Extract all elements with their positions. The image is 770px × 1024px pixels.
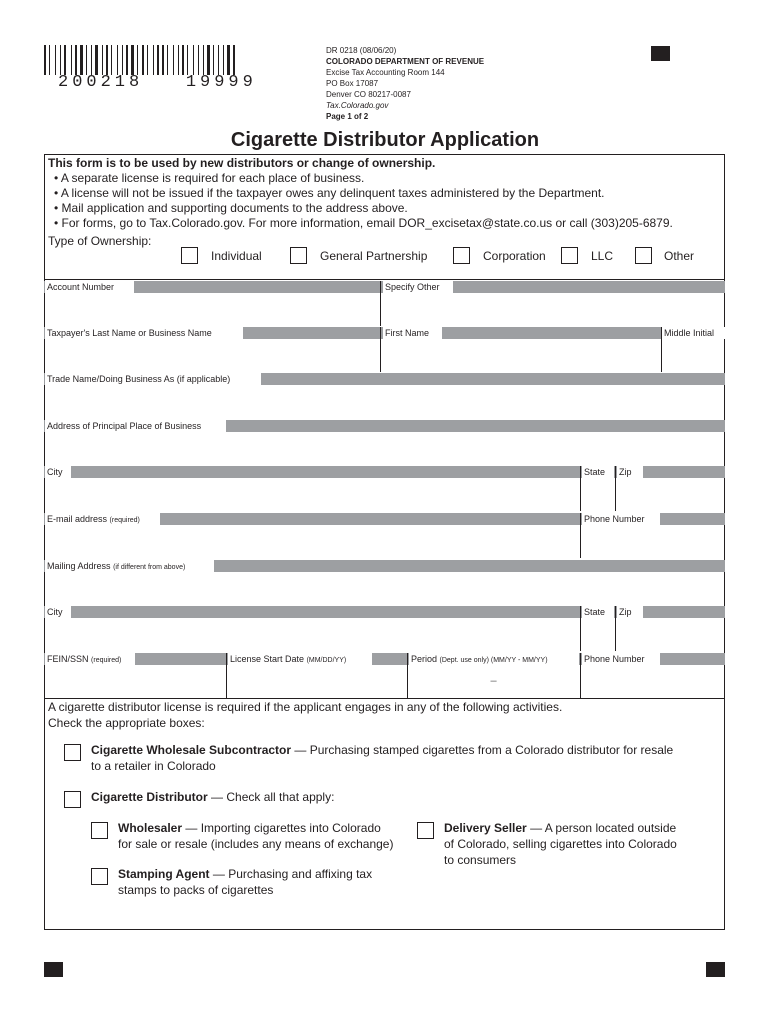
barcode-bar [185, 45, 186, 75]
registration-mark [706, 962, 725, 977]
barcode-bar [198, 45, 199, 75]
barcode-bar [86, 45, 87, 75]
intro-heading: This form is to be used by new distributors or change of ownership. [48, 156, 436, 170]
form-id: DR 0218 (08/06/20) [326, 46, 397, 55]
mailing-state-input[interactable] [581, 619, 614, 650]
checkbox-wholesaler[interactable] [91, 822, 108, 839]
page-title: Cigarette Distributor Application [230, 129, 540, 151]
barcode-bar [200, 45, 202, 75]
intro-section [48, 156, 673, 231]
barcode-bar [67, 45, 70, 75]
mailing-city-input[interactable] [45, 619, 579, 650]
barcode-bar [165, 45, 166, 75]
barcode-bar [167, 45, 168, 75]
barcode-bar [203, 45, 204, 75]
middle-initial-label: Middle Initial [662, 327, 725, 339]
barcode-bar [126, 45, 128, 75]
trade-name-input[interactable] [45, 386, 724, 418]
checkbox-wholesale-subcontractor[interactable] [64, 744, 81, 761]
state-input[interactable] [581, 479, 614, 510]
specify-other-label: Specify Other [383, 281, 453, 293]
address-line: Denver CO 80217-0087 [326, 90, 411, 99]
checkbox-other[interactable] [635, 247, 652, 264]
barcode-bar [205, 45, 206, 75]
barcode-bar [180, 45, 181, 75]
last-name-label: Taxpayer's Last Name or Business Name [45, 327, 243, 339]
principal-address-input[interactable] [45, 433, 724, 464]
account-number-input[interactable] [45, 294, 379, 325]
mailing-zip-input[interactable] [616, 619, 724, 650]
barcode-bar [173, 45, 174, 75]
checkbox-delivery-seller[interactable] [417, 822, 434, 839]
city-input[interactable] [45, 479, 579, 510]
barcode-bar [193, 45, 194, 75]
checkbox-corporation[interactable] [453, 247, 470, 264]
period-input: – [490, 675, 497, 687]
barcode-bar [135, 45, 136, 75]
state-label: State [582, 606, 614, 618]
barcode-bar [91, 45, 92, 75]
barcode-bar [95, 45, 98, 75]
intro-bullet: • A license will not be issued if the taxpayer owes any delinquent taxes administered by the Department. [54, 186, 605, 200]
specify-other-input[interactable] [381, 294, 724, 325]
barcode-bar [187, 45, 188, 75]
barcode-bar [153, 45, 154, 75]
stamping-agent-option: Stamping Agent — Purchasing and affixing tax stamps to packs of cigarettes [118, 867, 373, 897]
barcode-bar [139, 45, 141, 75]
barcode-bar [73, 45, 74, 75]
phone-label: Phone Number [582, 513, 660, 525]
trade-name-label: Trade Name/Doing Business As (if applicable) [45, 373, 261, 385]
address-line: PO Box 17087 [326, 79, 379, 88]
barcode-bar [64, 45, 66, 75]
barcode-bar [211, 45, 212, 75]
phone-label: Phone Number [582, 653, 660, 665]
wholesaler-option: Wholesaler — Importing cigarettes into Colorado for sale or resale (includes any means of exchange) [118, 821, 394, 851]
barcode-bar [142, 45, 144, 75]
barcode-bar [129, 45, 130, 75]
principal-address-label: Address of Principal Place of Business [45, 420, 226, 432]
checkbox-cigarette-distributor[interactable] [64, 791, 81, 808]
barcode-bar [131, 45, 134, 75]
barcode-bar [137, 45, 138, 75]
barcode-bar [195, 45, 197, 75]
intro-bullet: • A separate license is required for each place of business. [54, 171, 365, 185]
ownership-option-label: Other [664, 249, 695, 263]
fein-input[interactable] [45, 666, 225, 697]
fein-label: FEIN/SSN (required) [45, 653, 135, 667]
barcode-bar [162, 45, 164, 75]
page-number: Page 1 of 2 [326, 112, 369, 121]
barcode-number: 200218 19999 [58, 73, 257, 92]
barcode-bar [117, 45, 118, 75]
barcode-bar [178, 45, 179, 75]
activities-intro-text: A cigarette distributor license is required if the applicant engages in any of the following activities. [48, 700, 563, 714]
first-name-label: First Name [383, 327, 442, 339]
barcode-bar [149, 45, 152, 75]
barcode-bar [122, 45, 123, 75]
barcode-bar [220, 45, 222, 75]
barcode-bar [225, 45, 226, 75]
delivery-seller-option: Delivery Seller — A person located outside of Colorado, selling cigarettes into Colorado to consumers [444, 821, 677, 867]
barcode-bar [102, 45, 103, 75]
cigarette-distributor-option: Cigarette Distributor — Check all that apply: [91, 790, 335, 804]
checkbox-llc[interactable] [561, 247, 578, 264]
activities-instruction: Check the appropriate boxes: [48, 716, 205, 730]
barcode-bar [175, 45, 177, 75]
ownership-option-label: General Partnership [320, 249, 428, 263]
intro-bullet: • Mail application and supporting documents to the address above. [54, 201, 408, 215]
state-label: State [582, 466, 614, 478]
middle-initial-input[interactable] [662, 340, 724, 371]
barcode-bar [99, 45, 101, 75]
barcode-bar [71, 45, 72, 75]
barcode-bar [78, 45, 79, 75]
barcode-bar [213, 45, 214, 75]
form-header [326, 45, 484, 122]
address-line: Excise Tax Accounting Room 144 [326, 68, 445, 77]
city-label: City [45, 606, 71, 618]
phone-input[interactable] [581, 526, 724, 557]
checkbox-individual[interactable] [181, 247, 198, 264]
email-label: E-mail address (required) [45, 513, 160, 527]
barcode-bar [55, 45, 56, 75]
barcode-bar [106, 45, 108, 75]
barcode-bar [44, 45, 46, 75]
barcode-bar [84, 45, 85, 75]
barcode-bar [189, 45, 192, 75]
barcode-bar [207, 45, 210, 75]
license-start-label: License Start Date (MM/DD/YY) [228, 653, 372, 667]
barcode-bar [223, 45, 224, 75]
barcode-bar [231, 45, 232, 75]
barcode-bar [124, 45, 125, 75]
barcode-bar [160, 45, 161, 75]
barcode-bar [49, 45, 50, 75]
barcode-bar [169, 45, 172, 75]
barcode-bar [233, 45, 235, 75]
registration-mark [44, 962, 63, 977]
barcode-bar [57, 45, 59, 75]
city-label: City [45, 466, 71, 478]
activities-intro [48, 699, 562, 731]
intro-bullet: • For forms, go to Tax.Colorado.gov. For more information, email DOR_excisetax@state.co.us or call (303)205-6879. [54, 216, 673, 230]
zip-label: Zip [617, 466, 643, 478]
last-name-input[interactable] [45, 340, 379, 371]
wholesale-subcontractor-option: Cigarette Wholesale Subcontractor — Purchasing stamped cigarettes from a Colorado distributor for resale to a retailer in Colorado [91, 743, 674, 773]
mailing-address-input[interactable] [45, 573, 724, 604]
department-name: COLORADO DEPARTMENT OF REVENUE [326, 57, 485, 66]
barcode-bar [109, 45, 110, 75]
barcode-bar [47, 45, 48, 75]
barcode-bar [93, 45, 94, 75]
barcode-bar [60, 45, 61, 75]
zip-label: Zip [617, 606, 643, 618]
registration-mark [651, 46, 670, 61]
checkbox-general-partnership[interactable] [290, 247, 307, 264]
barcode-bar [145, 45, 146, 75]
barcode-bar [75, 45, 77, 75]
barcode-bar [80, 45, 83, 75]
mailing-address-label: Mailing Address (if different from above) [45, 560, 214, 574]
email-input[interactable] [45, 526, 579, 557]
license-start-input[interactable] [227, 666, 406, 697]
barcode [44, 45, 252, 75]
barcode-bar [111, 45, 112, 75]
checkbox-stamping-agent[interactable] [91, 868, 108, 885]
first-name-input[interactable] [381, 340, 660, 371]
barcode-bar [218, 45, 219, 75]
barcode-bar [62, 45, 63, 75]
barcode-bar [113, 45, 116, 75]
barcode-bar [147, 45, 148, 75]
divider [44, 279, 725, 280]
phone-input[interactable] [581, 666, 724, 697]
barcode-bar [104, 45, 105, 75]
barcode-bar [119, 45, 121, 75]
account-number-label: Account Number [45, 281, 134, 293]
zip-input[interactable] [616, 479, 724, 510]
website-link[interactable]: Tax.Colorado.gov [326, 101, 389, 110]
barcode-bar [157, 45, 159, 75]
ownership-option-label: Individual [211, 249, 262, 263]
period-label: Period (Dept. use only) (MM/YY - MM/YY) [409, 653, 579, 667]
barcode-bar [215, 45, 217, 75]
ownership-option-label: Corporation [483, 249, 546, 263]
ownership-label: Type of Ownership: [48, 234, 152, 248]
ownership-option-label: LLC [591, 249, 614, 263]
barcode-bar [182, 45, 184, 75]
barcode-bar [88, 45, 90, 75]
barcode-bar [227, 45, 230, 75]
barcode-bar [155, 45, 156, 75]
barcode-bar [51, 45, 54, 75]
